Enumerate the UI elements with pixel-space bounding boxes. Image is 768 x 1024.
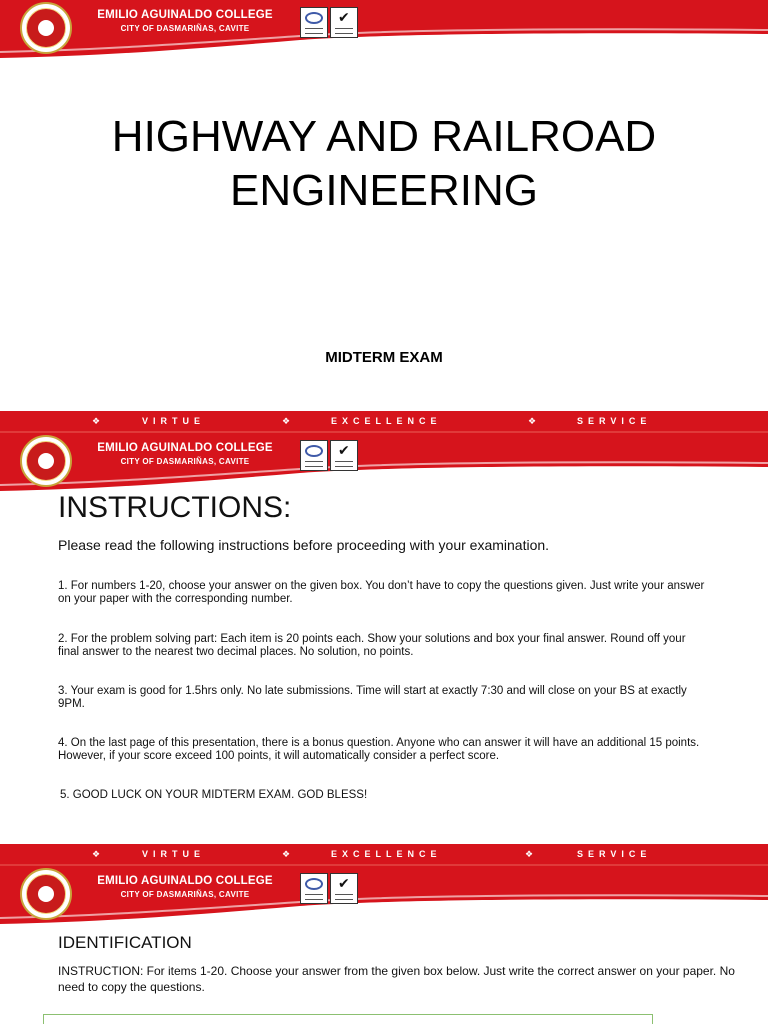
instruction-item-1: 1. For numbers 1-20, choose your answer on the given box. You don’t have to copy the questions given. Just write your answer on your paper with the corresponding number. (58, 580, 705, 605)
slide-title (0, 0, 768, 433)
college-name: EMILIO AGUINALDO COLLEGE (97, 875, 273, 887)
exam-title-line1: HIGHWAY AND RAILROAD (111, 112, 657, 161)
college-seal-logo (20, 435, 72, 487)
college-name: EMILIO AGUINALDO COLLEGE (97, 442, 273, 454)
answer-choices-box (43, 1014, 653, 1024)
footer-value-service: SERVICE (577, 416, 652, 426)
footer-value-virtue: VIRTUE (142, 416, 206, 426)
footer-bullet: ❖ (282, 416, 296, 426)
instructions-heading: INSTRUCTIONS: (58, 491, 292, 524)
ukas-badge-icon (330, 440, 358, 471)
footer-bullet: ❖ (92, 416, 106, 426)
footer-value-excellence: EXCELLENCE (331, 849, 442, 859)
cert-lines (335, 28, 353, 34)
college-seal-logo (20, 868, 72, 920)
instructions-lead: Please read the following instructions before proceeding with your examination. (58, 537, 550, 553)
college-header (0, 866, 768, 924)
ukas-badge-icon (330, 873, 358, 904)
seal-core (38, 20, 54, 36)
instruction-item-3: 3. Your exam is good for 1.5hrs only. No late submissions. Time will start at exactly 7:30 and will close on your BS at exactly 9PM. (58, 685, 687, 710)
college-city: CITY OF DASMARIÑAS, CAVITE (120, 890, 250, 899)
seal-core (38, 453, 54, 469)
footer-value-virtue: VIRTUE (142, 849, 206, 859)
cert-mark (305, 12, 323, 24)
seal-inner (26, 8, 66, 48)
check-icon: ✔ (338, 9, 350, 25)
certification-badge-icon (300, 873, 328, 904)
core-values-footer (0, 842, 768, 866)
check-icon: ✔ (338, 875, 350, 891)
footer-bullet: ❖ (525, 849, 539, 859)
identification-instruction: INSTRUCTION: For items 1-20. Choose your answer from the given box below. Just write the correct answer on your paper. No need to copy the questions. (58, 964, 735, 994)
college-city: CITY OF DASMARIÑAS, CAVITE (120, 457, 250, 466)
cert-lines (305, 28, 323, 34)
exam-subtitle: MIDTERM EXAM (325, 349, 443, 366)
college-name: EMILIO AGUINALDO COLLEGE (97, 9, 273, 21)
instruction-item-4: 4. On the last page of this presentation, there is a bonus question. Anyone who can answer it will have an additional 15 points. However, if your score exceed 100 points, it will automatically consider a perfect score. (58, 737, 700, 762)
core-values-footer (0, 409, 768, 433)
check-icon: ✔ (338, 442, 350, 458)
footer-bullet: ❖ (528, 416, 542, 426)
college-seal-logo (20, 2, 72, 54)
ukas-badge-icon (330, 7, 358, 38)
cert-lines (335, 894, 353, 900)
college-header (0, 433, 768, 491)
certification-badge-icon (300, 7, 328, 38)
footer-value-excellence: EXCELLENCE (331, 416, 442, 426)
footer-bullet: ❖ (92, 849, 106, 859)
slide-identification (0, 866, 768, 1024)
identification-heading: IDENTIFICATION (58, 933, 192, 952)
instruction-item-2: 2. For the problem solving part: Each item is 20 points each. Show your solutions and box your final answer. Round off your final answer to the nearest two decimal places. No solution, no points. (58, 633, 686, 658)
cert-lines (335, 461, 353, 467)
exam-title-line2: ENGINEERING (229, 166, 539, 215)
seal-core (38, 886, 54, 902)
cert-mark (305, 445, 323, 457)
seal-inner (26, 874, 66, 914)
cert-lines (305, 461, 323, 467)
cert-lines (305, 894, 323, 900)
footer-bullet: ❖ (282, 849, 296, 859)
slide-instructions (0, 433, 768, 866)
cert-mark (305, 878, 323, 890)
footer-value-service: SERVICE (577, 849, 652, 859)
college-city: CITY OF DASMARIÑAS, CAVITE (120, 24, 250, 33)
college-header (0, 0, 768, 58)
seal-inner (26, 441, 66, 481)
exam-title (60, 110, 708, 218)
instruction-item-5: 5. GOOD LUCK ON YOUR MIDTERM EXAM. GOD BLESS! (60, 789, 368, 801)
certification-badge-icon (300, 440, 328, 471)
